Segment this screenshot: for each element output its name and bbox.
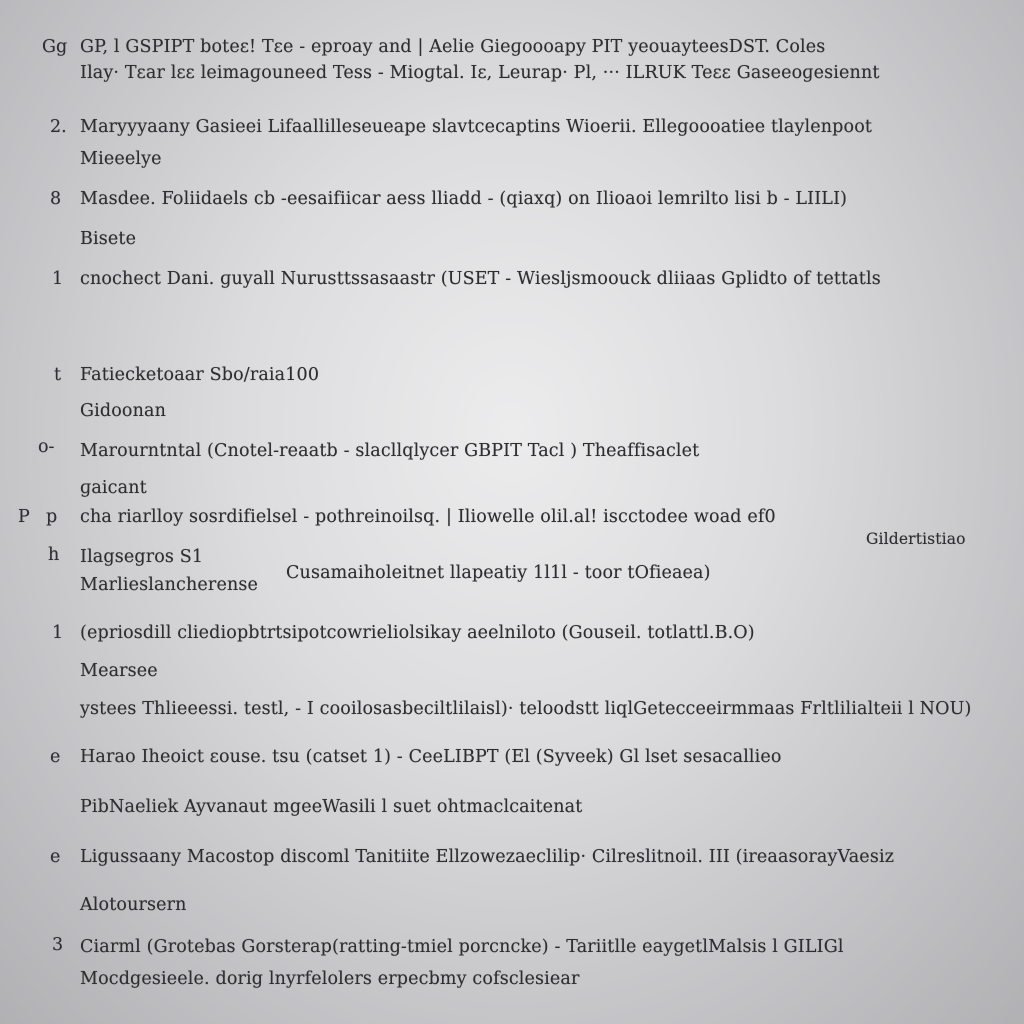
item-marker: 8 [50, 189, 62, 209]
item-line: Mieeelye [80, 149, 162, 169]
item-line: Ilagsegros S1 [80, 547, 204, 567]
item-line: Gidoonan [80, 401, 167, 421]
item-marker: 1 [52, 269, 64, 289]
item-line: Alotoursern [80, 895, 187, 915]
item-line: Ligussaany Macostop discoml Tanitiite Ellzowezaeclilip· Cilreslitnoil. III (ireaasorayVaesiz [80, 847, 895, 867]
item-line: Mearsee [80, 661, 158, 681]
item-marker: 2. [50, 117, 67, 137]
item-line: cha riarlloy sosrdifielsel - pothreinoilsq. | Iliowelle olil.al! iscctodee woad ef0 [80, 507, 776, 527]
item-line: Ilay· Tɛar lɛɛ leimaɡouneed Tess - Mioɡtal. Iɛ, Leurap· Pl, ··· ILRUK Teɛɛ Gaseeoɡesiennt [80, 63, 880, 83]
item-marker: 1 [52, 623, 64, 643]
item-line: Masdee. Foliidaels cb -eesaifiicar aess lliadd - (qiaxq) on Ilioaoi lemrilto lisi b - LIILI) [80, 189, 848, 209]
item-marker: 3 [52, 935, 64, 955]
item-marker: o- [38, 437, 55, 457]
item-marker: p [46, 507, 58, 527]
item-line: Ciarml (Grotebas Gorsterap(ratting-tmiel porcncke) - Tariitlle eaygetlMalsis l GILIGl [80, 937, 844, 957]
item-line: GP, l GSPIPT boteɛ! Tɛe - eproay and | Aelie Gieɡoooapy PIT yeouayteesDST. Coles [80, 37, 826, 57]
item-marker: Gg [42, 37, 68, 57]
item-line: ɡaicant [80, 478, 147, 498]
item-prefix: P [18, 507, 30, 527]
item-line: Maryyyaany Gasieei Lifaallilleseueape slavtcecaptins Wioerii. Ellegoooatiee tlaylenpoot [80, 117, 873, 137]
item-line: ystees Thlieeessi. testl, - I cooilosasbeciltlilaisl)· teloodstt liqlGetecceeirmmaas Frltlilialteii l NOU) [80, 699, 972, 719]
item-line: Fatiecketoaar Sbo/raia100 [80, 365, 320, 385]
item-line: (epriosdill cliediopbtrtsipotcowrieliolsikay aeelniloto (Gouseil. totlattl.B.O) [80, 623, 755, 643]
item-line: Marourntntal (Cnotel-reaatb - slacllqlycer GBPIT Tacl ) Theaffisaclet [80, 441, 700, 461]
item-line: Harao Iheoict ɛouse. tsu (catset 1) - CeeLIBPT (El (Syveek) Gl lset sesacallieo [80, 747, 782, 767]
item-line: cnochect Dani. ɡuyall Nurusttssasaastr (USET - Wiesljsmoouck dliiaas Gplidto of tettatls [80, 269, 881, 289]
side-note: Gildertistiao [866, 530, 966, 548]
item-line: Marlieslancherense [80, 575, 259, 595]
item-marker: e [50, 847, 61, 867]
item-marker: t [54, 365, 62, 385]
item-marker: h [48, 545, 60, 565]
inset-note: Cusamaiholeitnet llapeatiy 1l1l - toor tOfieaea) [286, 563, 711, 583]
item-line: Mocdgesieele. dorig lnyrfelolers erpecbmy cofsclesiear [80, 969, 580, 989]
item-line: Bisete [80, 229, 137, 249]
item-marker: e [50, 747, 61, 767]
item-line: PibNaeliek Ayvanaut mgeeWasili l suet ohtmaclcaitenat [80, 797, 583, 817]
